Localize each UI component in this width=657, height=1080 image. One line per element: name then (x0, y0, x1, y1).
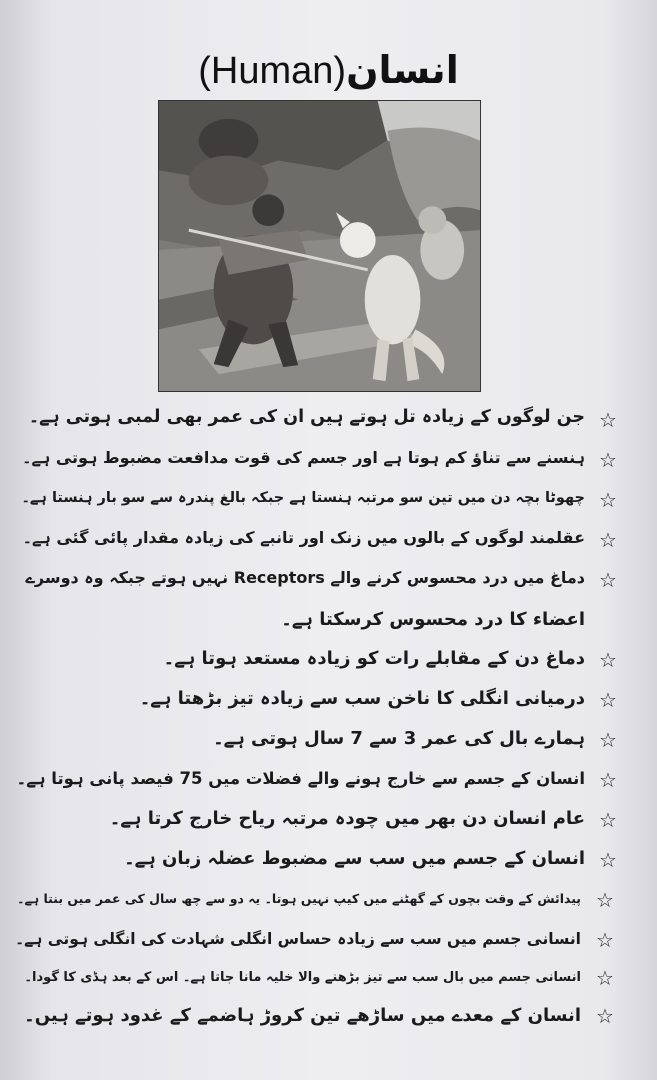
star-outline-icon: ☆ (596, 1004, 614, 1028)
star-outline-icon: ☆ (599, 808, 617, 832)
fact-text: درمیانی انگلی کا ناخن سب سے زیادہ تیز بڑھتا ہے۔ (139, 688, 585, 709)
fact-text: عقلمند لوگوں کے بالوں میں زنک اور تانبے کی زیادہ مقدار پائی گئی ہے۔ (22, 528, 585, 547)
fact-text: انسان کے جسم سے خارج ہونے والے فضلات میں 75 فیصد پانی ہوتا ہے۔ (16, 769, 585, 788)
star-outline-icon: ☆ (599, 448, 617, 472)
fact-continuation: اعضاء کا درد محسوس کرسکتا ہے۔ (281, 609, 585, 630)
star-outline-icon: ☆ (599, 648, 617, 672)
star-outline-icon: ☆ (599, 848, 617, 872)
title-english: (Human) (198, 50, 347, 92)
fact-text: پیدائش کے وقت بچوں کے گھٹنے میں کیپ نہیں ہوتا۔ یہ دو سے چھ سال کی عمر میں بنتا ہے۔ (17, 891, 581, 906)
fact-text: عام انسان دن بھر میں چودہ مرتبہ ریاح خارج کرتا ہے۔ (109, 808, 585, 829)
star-outline-icon: ☆ (599, 568, 617, 592)
star-outline-icon: ☆ (596, 966, 614, 990)
title-urdu: انسان (346, 48, 459, 92)
star-outline-icon: ☆ (596, 928, 614, 952)
fact-text: انسانی جسم میں بال سب سے تیز بڑھنے والا خلیہ مانا جاتا ہے۔ اس کے بعد ہڈی کا گودا۔ (24, 970, 581, 985)
fact-text: ہنسنے سے تناؤ کم ہوتا ہے اور جسم کی قوت مدافعت مضبوط ہوتی ہے۔ (22, 448, 585, 467)
star-outline-icon: ☆ (599, 768, 617, 792)
star-outline-icon: ☆ (599, 728, 617, 752)
star-outline-icon: ☆ (599, 528, 617, 552)
fact-text: انسانی جسم میں سب سے زیادہ حساس انگلی شہادت کی انگلی ہوتی ہے۔ (15, 930, 581, 948)
star-outline-icon: ☆ (596, 888, 614, 912)
fact-text: انسان کے جسم میں سب سے مضبوط عضلہ زبان ہے۔ (124, 848, 585, 869)
fact-text: جن لوگوں کے زیادہ تل ہوتے ہیں ان کی عمر بھی لمبی ہوتی ہے۔ (28, 407, 585, 427)
fact-text: چھوٹا بچہ دن میں تین سو مرتبہ ہنستا ہے جبکہ بالغ پندرہ سے سو بار ہنستا ہے۔ (21, 490, 585, 506)
fact-text: دماغ میں درد محسوس کرنے والے Receptors نہیں ہوتے جبکہ وہ دوسرے (25, 568, 585, 587)
fact-text: ہمارے بال کی عمر 3 سے 7 سال ہوتی ہے۔ (213, 728, 585, 749)
fact-text: دماغ دن کے مقابلے رات کو زیادہ مستعد ہوتا ہے۔ (163, 648, 585, 669)
fact-text: انسان کے معدے میں ساڑھے تین کروڑ ہاضمے کے غدود ہوتے ہیں۔ (24, 1005, 581, 1026)
star-outline-icon: ☆ (599, 408, 617, 432)
star-outline-icon: ☆ (599, 688, 617, 712)
star-outline-icon: ☆ (599, 488, 617, 512)
